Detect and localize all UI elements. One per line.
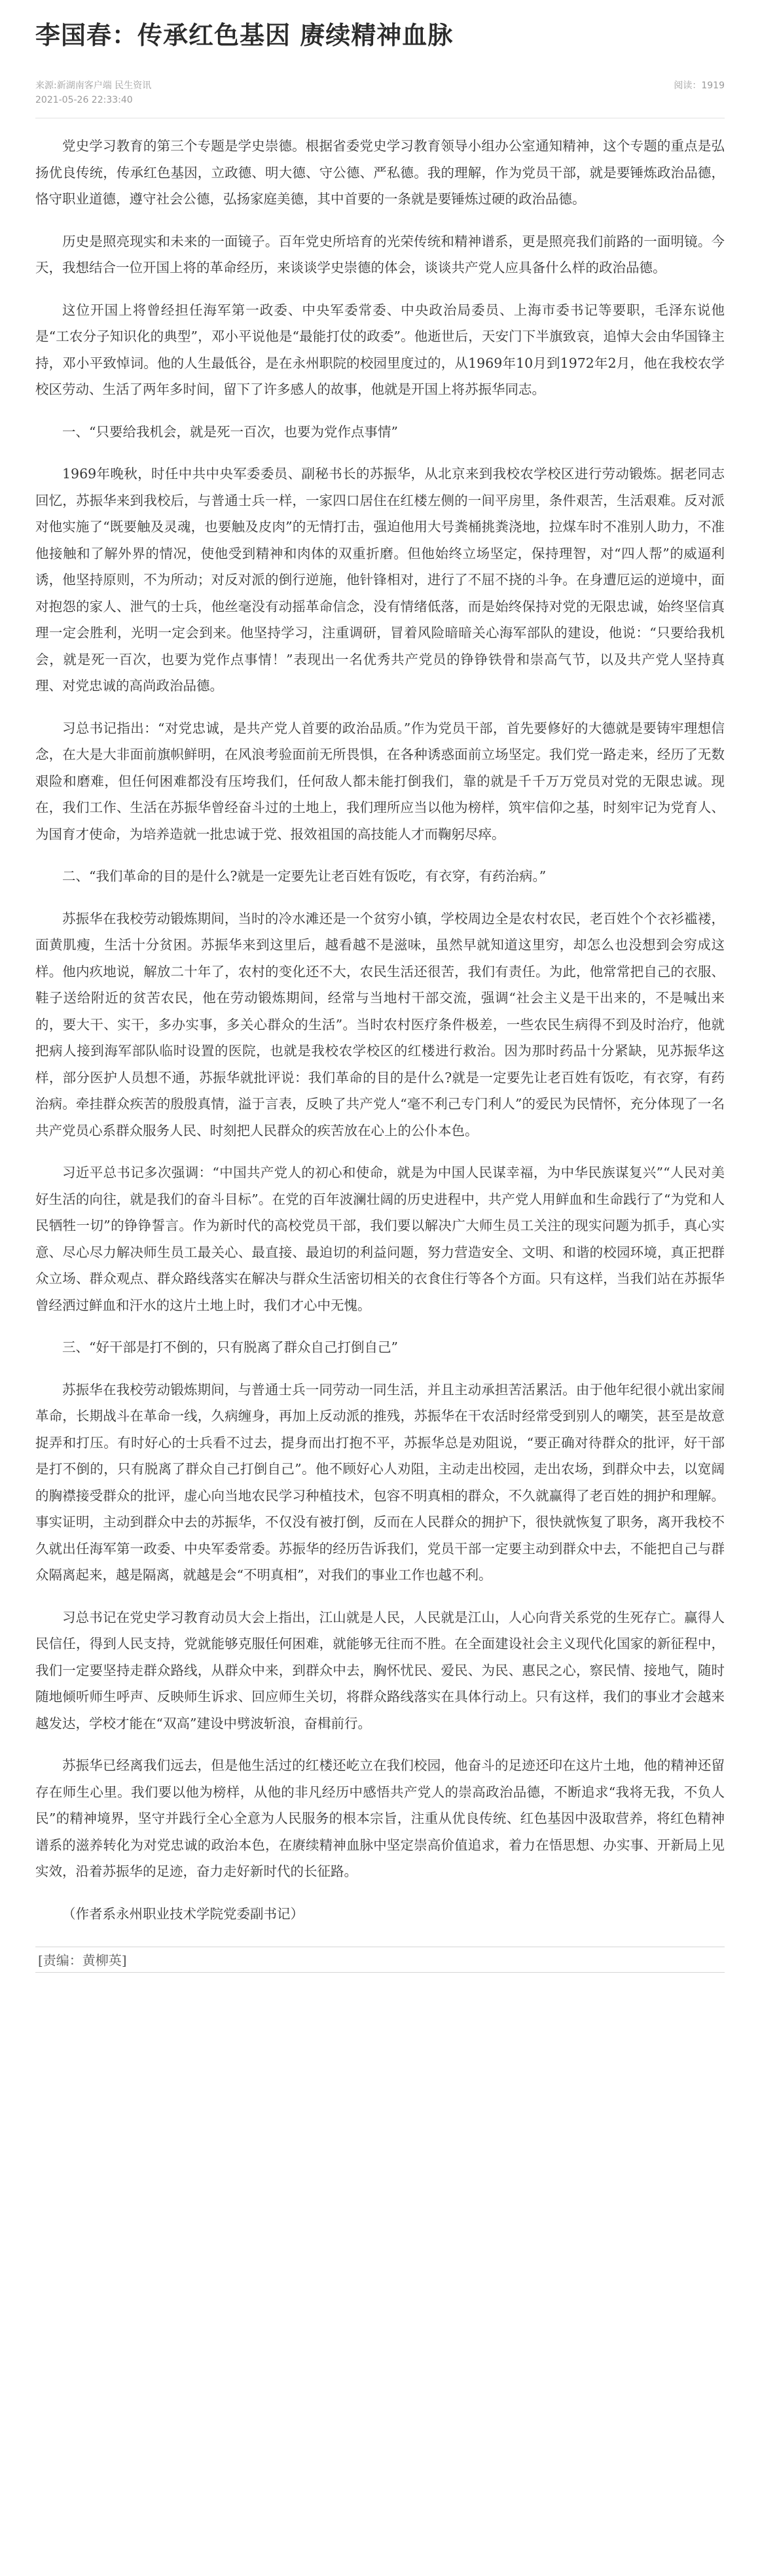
section-heading: 三、“好干部是打不倒的，只有脱离了群众自己打倒自己”	[62, 1339, 398, 1355]
article-source: 来源:新湖南客户端 民生资讯	[35, 80, 152, 91]
article-paragraph: 习总书记在党史学习教育动员大会上指出，江山就是人民，人民就是江山，人心向背关系党的生死存亡。赢得人民信任，得到人民支持，党就能够克服任何困难，就能够无往而不胜。在全面建设社会主义现代化国家的新征程中，我们一定要坚持走群众路线，从群众中来，到群众中去，胸怀忧民、爱民、为民、惠民之心，察民情、接地气，随时随地倾听师生呼声、反映师生诉求、回应师生关切，将群众路线落实在具体行动上。只有这样，我们的事业才会越来越发达，学校才能在“双高”建设中劈波斩浪，奋楫前行。	[35, 1609, 725, 1731]
section-heading: 一、“只要给我机会，就是死一百次，也要为党作点事情”	[62, 423, 398, 440]
read-count: 阅读：1919	[674, 80, 725, 91]
article-paragraph: 习总书记指出：“对党忠诚，是共产党人首要的政治品质。”作为党员干部，首先要修好的大德就是要铸牢理想信念，在大是大非面前旗帜鲜明，在风浪考验面前无所畏惧，在各种诱惑面前立场坚定。我们党一路走来，经历了无数艰险和磨难，但任何困难都没有压垮我们，任何敌人都未能打倒我们，靠的就是千千万万党员对党的无限忠诚。现在，我们工作、生活在苏振华曾经奋斗过的土地上，我们理所应当以他为榜样，筑牢信仰之基，时刻牢记为党育人、为国育才使命，为培养造就一批忠诚于党、报效祖国的高技能人才而鞠躬尽瘁。	[35, 720, 725, 842]
article-paragraph: 习近平总书记多次强调：“中国共产党人的初心和使命，就是为中国人民谋幸福，为中华民族谋复兴”“人民对美好生活的向往，就是我们的奋斗目标”。在党的百年波澜壮阔的历史进程中，共产党人用鲜血和生命践行了“为党和人民牺牲一切”的铮铮誓言。作为新时代的高校党员干部，我们要以解决广大师生员工关注的现实问题为抓手，真心实意、尽心尽力解决师生员工最关心、最直接、最迫切的利益问题，努力营造安全、文明、和谐的校园环境，真正把群众立场、群众观点、群众路线落实在解决与群众生活密切相关的衣食住行等各个方面。只有这样，当我们站在苏振华曾经洒过鲜血和汗水的这片土地上时，我们才心中无愧。	[35, 1165, 725, 1313]
author-signature: （作者系永州职业技术学院党委副书记）	[62, 1905, 304, 1922]
article-paragraph: 苏振华已经离我们远去，但是他生活过的红楼还屹立在我们校园，他奋斗的足迹还印在这片土地，他的精神还留存在师生心里。我们要以他为榜样，从他的非凡经历中感悟共产党人的崇高政治品德，不断追求“我将无我，不负人民”的精神境界，坚守并践行全心全意为人民服务的根本宗旨，注重从优良传统、红色基因中汲取营养，将红色精神谱系的滋养转化为对党忠诚的政治本色，在赓续精神血脉中坚定崇高价值追求，着力在悟思想、办实事、开新局上见实效，沿着苏振华的足迹，奋力走好新时代的长征路。	[35, 1757, 725, 1879]
article-paragraph: 历史是照亮现实和未来的一面镜子。百年党史所培育的光荣传统和精神谱系，更是照亮我们前路的一面明镜。今天，我想结合一位开国上将的革命经历，来谈谈学史崇德的体会，谈谈共产党人应具备什么样的政治品德。	[35, 233, 725, 275]
article-paragraph: 党史学习教育的第三个专题是学史崇德。根据省委党史学习教育领导小组办公室通知精神，这个专题的重点是弘扬优良传统，传承红色基因，立政德、明大德、守公德、严私德。我的理解，作为党员干部，就是要锤炼政治品德，恪守职业道德，遵守社会公德，弘扬家庭美德，其中首要的一条就是要锤炼过硬的政治品德。	[35, 138, 725, 207]
meta-left	[35, 79, 151, 107]
section-heading: 二、“我们革命的目的是什么?就是一定要先让老百姓有饭吃，有衣穿，有药治病。”	[62, 868, 547, 884]
article-title: 李国春：传承红色基因 赓续精神血脉	[35, 20, 454, 50]
article-paragraph: 苏振华在我校劳动锻炼期间，当时的冷水滩还是一个贫穷小镇，学校周边全是农村农民，老百姓个个衣衫褴褛，面黄肌瘦，生活十分贫困。苏振华来到这里后，越看越不是滋味，虽然早就知道这里穷，却怎么也没想到会穷成这样。他内疚地说，解放二十年了，农村的变化还不大，农民生活还很苦，我们有责任。为此，他常常把自己的衣服、鞋子送给附近的贫苦农民，他在劳动锻炼期间，经常与当地村干部交流，强调“社会主义是干出来的，不是喊出来的，要大干、实干，多办实事，多关心群众的生活”。当时农村医疗条件极差，一些农民生病得不到及时治疗，他就把病人接到海军部队临时设置的医院，也就是我校农学校区的红楼进行救治。因为那时药品十分紧缺，见苏振华这样，部分医护人员想不通，苏振华就批评说：我们革命的目的是什么?就是一定要先让老百姓有饭吃，有衣穿，有药治病。牵挂群众疾苦的殷殷真情，溢于言表，反映了共产党人“毫不利己专门利人”的爱民为民情怀，充分体现了一名共产党员心系群众服务人民、时刻把人民群众的疾苦放在心上的公仆本色。	[35, 910, 725, 1138]
article-paragraph: 这位开国上将曾经担任海军第一政委、中央军委常委、中央政治局委员、上海市委书记等要职，毛泽东说他是“工农分子知识化的典型”，邓小平说他是“最能打仗的政委”。他逝世后，天安门下半旗致哀，追悼大会由华国锋主持，邓小平致悼词。他的人生最低谷，是在永州职院的校园里度过的，从1969年10月到1972年2月，他在我校农学校区劳动、生活了两年多时间，留下了许多感人的故事，他就是开国上将苏振华同志。	[35, 302, 725, 397]
article-meta	[35, 79, 725, 107]
editor-credit: [责编：黄柳英]	[35, 1947, 725, 1973]
article-paragraph: 苏振华在我校劳动锻炼期间，与普通士兵一同劳动一同生活，并且主动承担苦活累活。由于他年纪很小就出家闹革命，长期战斗在革命一线，久病缠身，再加上反动派的推残，苏振华在干农活时经常受到别人的嘲笑，甚至是故意捉弄和打压。有时好心的士兵看不过去，提身而出打抱不平，苏振华总是劝阻说，“要正确对待群众的批评，好干部是打不倒的，只有脱离了群众自己打倒自己”。他不顾好心人劝阻，主动走出校园，走出农场，到群众中去，以宽阔的胸襟接受群众的批评，虚心向当地农民学习种植技术，包容不明真相的群众，不久就赢得了老百姓的拥护和理解。事实证明，主动到群众中去的苏振华，不仅没有被打倒，反而在人民群众的拥护下，很快就恢复了职务，离开我校不久就出任海军第一政委、中央军委常委。苏振华的经历告诉我们，党员干部一定要主动到群众中去，不能把自己与群众隔离起来，越是隔离，就越是会“不明真相”，对我们的事业工作也越不利。	[35, 1381, 725, 1583]
article-body	[35, 133, 725, 1927]
article-paragraph: 1969年晚秋，时任中共中央军委委员、副秘书长的苏振华，从北京来到我校农学校区进行劳动锻炼。据老同志回忆，苏振华来到我校后，与普通士兵一样，一家四口居住在红楼左侧的一间平房里，条件艰苦，生活艰难。反对派对他实施了“既要触及灵魂，也要触及皮肉”的无情打击，强迫他用大号粪桶挑粪浇地，拉煤车时不准别人助力，不准他接触和了解外界的情况，使他受到精神和肉体的双重折磨。但他始终立场坚定，保持理智，对“四人帮”的威逼利诱，他坚持原则，不为所动；对反对派的倒行逆施，他针锋相对，进行了不屈不挠的斗争。在身遭厄运的逆境中，面对抱怨的家人、泄气的士兵，他丝毫没有动摇革命信念，没有情绪低落，而是始终保持对党的无限忠诚，始终坚信真理一定会胜利，光明一定会到来。他坚持学习，注重调研，冒着风险暗暗关心海军部队的建设，他说：“只要给我机会，就是死一百次，也要为党作点事情！”表现出一名优秀共产党员的铮铮铁骨和崇高气节，以及共产党人坚持真理、对党忠诚的高尚政治品德。	[35, 466, 725, 694]
article-timestamp: 2021-05-26 22:33:40	[35, 95, 133, 105]
